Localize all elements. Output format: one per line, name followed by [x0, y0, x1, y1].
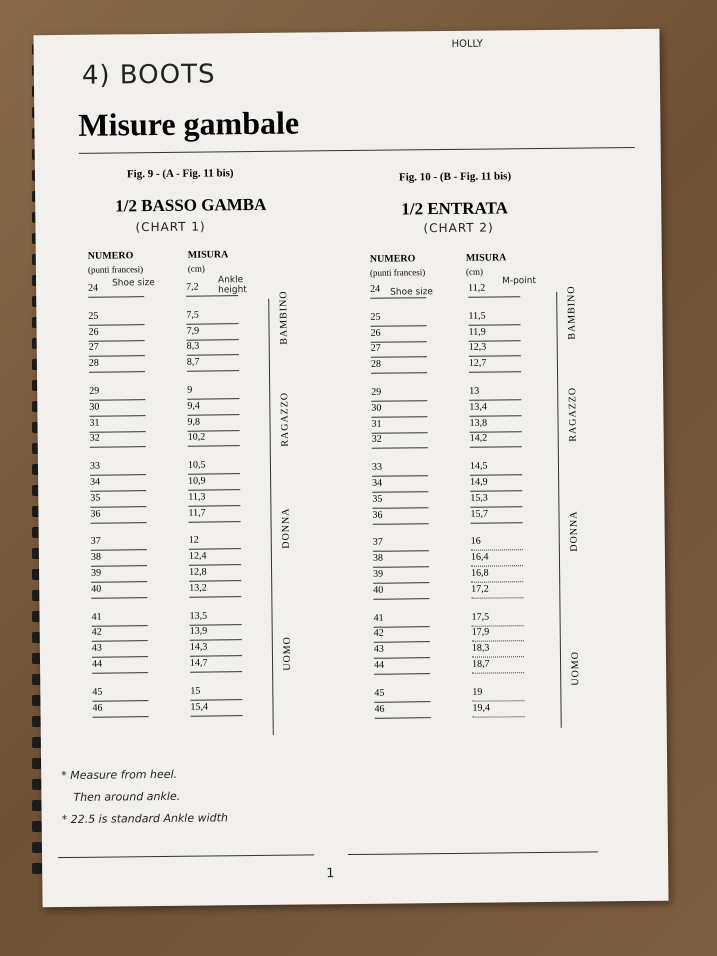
- size-number-cell: 31: [89, 417, 145, 433]
- measurement-cell: 17,2: [471, 583, 523, 599]
- handwritten-note-2: Then around ankle.: [73, 789, 181, 804]
- measurement-cell: 17,5: [472, 611, 524, 627]
- measurement-cell: 19,4: [472, 702, 524, 718]
- size-number-cell: 35: [90, 492, 146, 508]
- size-number-cell: 25: [88, 310, 144, 326]
- binding-ring: [32, 821, 42, 832]
- size-number-cell: 28: [89, 357, 145, 373]
- right-col-misura-sub: (cm): [465, 266, 484, 277]
- size-number-cell: 26: [89, 326, 145, 342]
- size-number-cell: 34: [90, 476, 146, 492]
- left-fig-label: Fig. 9 - (A - Fig. 11 bis): [126, 167, 234, 181]
- title-rule: [79, 147, 635, 154]
- right-group-bambino: BAMBINO: [566, 285, 578, 340]
- measurement-cell: 14,7: [190, 657, 242, 673]
- size-number-cell: 34: [372, 477, 428, 493]
- right-note-m-point: M-point: [502, 276, 537, 287]
- size-number-cell: 44: [92, 658, 148, 674]
- size-number-cell: 28: [371, 358, 427, 374]
- measurement-cell: 9,4: [187, 400, 239, 416]
- measurement-cell: 9: [187, 384, 239, 400]
- size-number-cell: 32: [90, 433, 146, 449]
- right-chart-title: 1/2 ENTRATA: [401, 198, 508, 219]
- size-number-cell: 42: [374, 628, 430, 644]
- size-number-cell: 24: [370, 283, 426, 299]
- page-number: 1: [326, 866, 335, 882]
- size-number-cell: 41: [91, 611, 147, 627]
- size-number-cell: 30: [89, 401, 145, 417]
- measurement-cell: 14,3: [190, 641, 242, 657]
- left-group-line: [268, 299, 274, 735]
- left-note-ankle-height: Ankle height: [217, 275, 247, 296]
- size-number-cell: 35: [372, 493, 428, 509]
- size-number-cell: 32: [372, 434, 428, 450]
- size-number-cell: 31: [371, 418, 427, 434]
- left-col-misura: MISURA: [187, 249, 229, 261]
- measurement-cell: 16,4: [471, 551, 523, 567]
- handwritten-note-3: * 22.5 is standard Ankle width: [61, 811, 228, 827]
- measurement-cell: 15,7: [470, 508, 522, 524]
- measurement-cell: 17,9: [472, 627, 524, 643]
- size-number-cell: 38: [91, 551, 147, 567]
- footer-rule-left: [58, 854, 314, 858]
- size-number-cell: 27: [89, 342, 145, 358]
- measurement-cell: 11,7: [188, 507, 240, 523]
- size-number-cell: 39: [91, 567, 147, 583]
- measurement-cell: 15,3: [470, 492, 522, 508]
- size-number-cell: 29: [371, 386, 427, 402]
- measurement-cell: 11,2: [468, 282, 520, 298]
- page-title: Misure gambale: [78, 104, 300, 143]
- binding-ring: [32, 842, 42, 853]
- measurement-cell: 12,3: [469, 342, 521, 358]
- left-col-numero-sub: (punti francesi): [87, 264, 144, 275]
- measurement-cell: 13,9: [190, 626, 242, 642]
- right-fig-label: Fig. 10 - (B - Fig. 11 bis): [398, 170, 512, 184]
- size-number-cell: 27: [371, 343, 427, 359]
- size-number-cell: 43: [374, 643, 430, 659]
- left-chart-handwritten-label: (CHART 1): [135, 219, 206, 235]
- measurement-cell: 18,7: [472, 658, 524, 674]
- size-number-cell: 37: [91, 536, 147, 552]
- size-number-cell: 43: [92, 642, 148, 658]
- size-number-cell: 37: [373, 537, 429, 553]
- right-col-numero: NUMERO: [369, 253, 416, 265]
- size-number-cell: 24: [88, 282, 144, 298]
- left-group-bambino: BAMBINO: [278, 290, 290, 345]
- size-number-cell: 40: [373, 584, 429, 600]
- measurement-cell: 19: [472, 686, 524, 702]
- right-col-numero-sub: (punti francesi): [369, 267, 426, 278]
- left-group-donna: DONNA: [280, 507, 292, 549]
- right-group-ragazzo: RAGAZZO: [567, 386, 579, 442]
- size-number-cell: 36: [372, 509, 428, 525]
- measurement-cell: 18,3: [472, 642, 524, 658]
- size-number-cell: 45: [374, 687, 430, 703]
- measurement-cell: 8,3: [187, 341, 239, 357]
- size-number-cell: 40: [91, 583, 147, 599]
- measurement-cell: 15: [190, 685, 242, 701]
- size-number-cell: 38: [373, 552, 429, 568]
- right-note-shoe-size: Shoe size: [390, 287, 433, 298]
- measurement-cell: 9,8: [187, 416, 239, 432]
- size-number-cell: 41: [374, 612, 430, 628]
- right-group-line: [556, 292, 562, 728]
- right-chart-handwritten-label: (CHART 2): [423, 220, 494, 236]
- left-chart-title: 1/2 BASSO GAMBA: [115, 194, 267, 216]
- measurement-cell: 12,8: [189, 566, 241, 582]
- measurement-cell: 8,7: [187, 356, 239, 372]
- measurement-cell: 11,9: [469, 326, 521, 342]
- measurement-cell: 14,9: [470, 476, 522, 492]
- size-number-cell: 36: [90, 508, 146, 524]
- measurement-cell: 10,2: [188, 432, 240, 448]
- measurement-cell: 7,9: [186, 325, 238, 341]
- measurement-cell: 13,5: [189, 610, 241, 626]
- size-number-cell: 44: [374, 659, 430, 675]
- size-number-cell: 39: [373, 568, 429, 584]
- left-group-ragazzo: RAGAZZO: [279, 391, 291, 447]
- measurement-cell: 12,4: [189, 550, 241, 566]
- handwritten-name: HOLLY: [451, 38, 483, 50]
- size-number-cell: 29: [89, 385, 145, 401]
- size-number-cell: 42: [92, 627, 148, 643]
- measurement-cell: 13: [469, 385, 521, 401]
- size-number-cell: 33: [372, 461, 428, 477]
- measurement-cell: 14,5: [470, 460, 522, 476]
- handwritten-note-1: * Measure from heel.: [61, 767, 178, 783]
- left-group-uomo: UOMO: [281, 636, 294, 671]
- size-number-cell: 45: [92, 686, 148, 702]
- binding-ring: [32, 863, 42, 874]
- footer-rule-right: [348, 851, 598, 855]
- size-number-cell: 26: [371, 327, 427, 343]
- size-number-cell: 46: [92, 702, 148, 718]
- measurement-cell: 13,4: [469, 401, 521, 417]
- measurement-cell: 10,5: [188, 459, 240, 475]
- measurement-cell: 13,2: [189, 582, 241, 598]
- measurement-cell: 7,5: [186, 309, 238, 325]
- left-note-shoe-size: Shoe size: [112, 278, 155, 289]
- measurement-cell: 14,2: [470, 433, 522, 449]
- measurement-cell: 7,2: [186, 281, 238, 297]
- measurement-cell: 12: [189, 535, 241, 551]
- size-number-cell: 30: [371, 402, 427, 418]
- right-col-misura: MISURA: [465, 252, 507, 264]
- document-page: [33, 29, 668, 908]
- measurement-cell: 11,5: [468, 310, 520, 326]
- measurement-cell: 16: [471, 536, 523, 552]
- size-number-cell: 33: [90, 460, 146, 476]
- measurement-cell: 13,8: [469, 417, 521, 433]
- measurement-cell: 11,3: [188, 491, 240, 507]
- left-col-numero: NUMERO: [87, 250, 134, 262]
- handwritten-heading: 4) BOOTS: [81, 59, 216, 91]
- size-number-cell: 46: [374, 703, 430, 719]
- size-number-cell: 25: [370, 311, 426, 327]
- right-group-uomo: UOMO: [569, 651, 582, 686]
- left-col-misura-sub: (cm): [187, 263, 205, 274]
- measurement-cell: 15,4: [190, 701, 242, 717]
- right-group-donna: DONNA: [568, 510, 580, 552]
- measurement-cell: 12,7: [469, 357, 521, 373]
- measurement-cell: 10,9: [188, 475, 240, 491]
- measurement-cell: 16,8: [471, 567, 523, 583]
